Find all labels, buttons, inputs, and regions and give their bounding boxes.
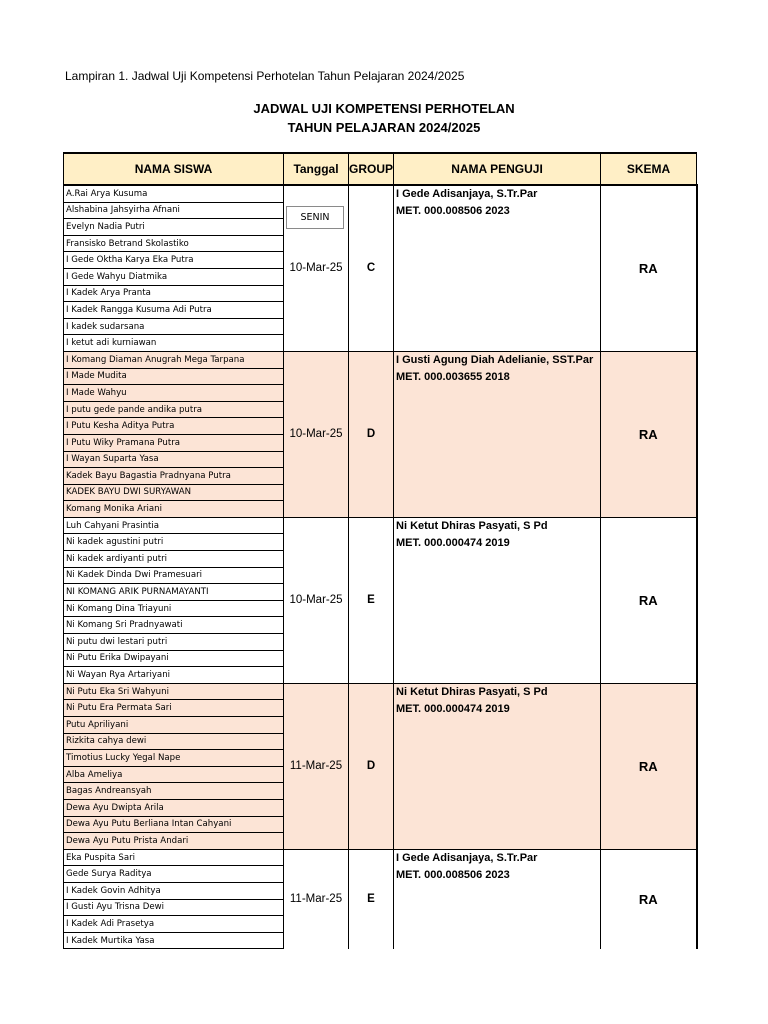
- examiner-met-number: MET. 000.008506 2023: [396, 868, 510, 881]
- student-name-cell: Evelyn Nadia Putri: [64, 219, 284, 236]
- examiner-cell: [394, 185, 601, 351]
- examiner-met-number: MET. 000.008506 2023: [396, 205, 510, 217]
- date-cell: [284, 849, 349, 949]
- student-name-cell: I Gede Oktha Karya Eka Putra: [64, 252, 284, 269]
- student-name-cell: Ni Kadek Dinda Dwi Pramesuari: [64, 567, 284, 584]
- student-name-cell: I Kadek Murtika Yasa: [64, 932, 284, 949]
- examiner-cell: [394, 683, 601, 849]
- student-name-cell: Ni Putu Eka Sri Wahyuni: [64, 683, 284, 700]
- student-name-cell: Ni kadek ardiyanti putri: [64, 551, 284, 568]
- student-name-cell: Ni putu dwi lestari putri: [64, 634, 284, 651]
- examiner-cell: [394, 351, 601, 517]
- date-text: 10-Mar-25: [289, 428, 343, 441]
- examiner-cell: [394, 517, 601, 683]
- student-name-cell: Dewa Ayu Putu Prista Andari: [64, 833, 284, 850]
- examiner-name: I Gede Adisanjaya, S.Tr.Par: [396, 851, 538, 864]
- table-row: [64, 517, 697, 534]
- student-name-cell: I ketut adi kurniawan: [64, 335, 284, 352]
- document-subtitle: TAHUN PELAJARAN 2024/2025: [287, 120, 481, 135]
- student-name-cell: Gede Surya Raditya: [64, 866, 284, 883]
- student-name-cell: Eka Puspita Sari: [64, 849, 284, 866]
- student-name-cell: I Putu Kesha Aditya Putra: [64, 418, 284, 435]
- student-name-cell: I Kadek Rangga Kusuma Adi Putra: [64, 302, 284, 319]
- student-name-cell: Alba Ameliya: [64, 766, 284, 783]
- student-name-cell: Bagas Andreansyah: [64, 783, 284, 800]
- student-name-cell: Kadek Bayu Bagastia Pradnyana Putra: [64, 468, 284, 485]
- schedule-table: [63, 152, 698, 949]
- group-cell: E: [349, 517, 394, 683]
- day-label-box: SENIN: [286, 206, 344, 229]
- examiner-name: Ni Ketut Dhiras Pasyati, S Pd: [396, 685, 548, 698]
- skema-cell: RA: [601, 517, 697, 683]
- student-name-cell: Ni Wayan Rya Artariyani: [64, 667, 284, 684]
- table-row: [64, 849, 697, 866]
- student-name-cell: Luh Cahyani Prasintia: [64, 517, 284, 534]
- examiner-name: I Gusti Agung Diah Adelianie, SST.Par: [396, 353, 594, 366]
- student-name-cell: Dewa Ayu Dwipta Arila: [64, 799, 284, 816]
- date-text: 10-Mar-25: [289, 594, 343, 607]
- student-name-cell: Timotius Lucky Yegal Nape: [64, 750, 284, 767]
- col-header-tanggal: Tanggal: [284, 153, 349, 185]
- student-name-cell: KADEK BAYU DWI SURYAWAN: [64, 484, 284, 501]
- group-cell: D: [349, 683, 394, 849]
- col-header-nama-siswa: NAMA SISWA: [64, 153, 284, 185]
- student-name-cell: I Wayan Suparta Yasa: [64, 451, 284, 468]
- table-row: [64, 683, 697, 700]
- student-name-cell: Ni Komang Sri Pradnyawati: [64, 617, 284, 634]
- examiner-met-number: MET. 000.003655 2018: [396, 370, 510, 383]
- student-name-cell: I Komang Diaman Anugrah Mega Tarpana: [64, 351, 284, 368]
- group-cell: D: [349, 351, 394, 517]
- student-name-cell: Ni Putu Erika Dwipayani: [64, 650, 284, 667]
- document-title: JADWAL UJI KOMPETENSI PERHOTELAN: [253, 101, 515, 116]
- student-name-cell: I Made Mudita: [64, 368, 284, 385]
- student-name-cell: Rizkita cahya dewi: [64, 733, 284, 750]
- examiner-met-number: MET. 000.000474 2019: [396, 536, 510, 549]
- examiner-name: I Gede Adisanjaya, S.Tr.Par: [396, 188, 538, 200]
- student-name-cell: I Putu Wiky Pramana Putra: [64, 434, 284, 451]
- date-cell: [284, 683, 349, 849]
- date-cell: [284, 517, 349, 683]
- student-name-cell: Fransisko Betrand Skolastiko: [64, 235, 284, 252]
- table-row: [64, 185, 697, 202]
- col-header-skema: SKEMA: [601, 153, 697, 185]
- group-cell: C: [349, 185, 394, 351]
- col-header-group: GROUP: [349, 153, 394, 185]
- student-name-cell: Alshabina Jahsyirha Afnani: [64, 202, 284, 219]
- skema-cell: RA: [601, 849, 697, 949]
- examiner-cell: [394, 849, 601, 949]
- student-name-cell: I Kadek Adi Prasetya: [64, 916, 284, 933]
- student-name-cell: Dewa Ayu Putu Berliana Intan Cahyani: [64, 816, 284, 833]
- col-header-nama-penguji: NAMA PENGUJI: [394, 153, 601, 185]
- date-text: 11-Mar-25: [289, 760, 343, 773]
- student-name-cell: Ni Komang Dina Triayuni: [64, 600, 284, 617]
- student-name-cell: I Made Wahyu: [64, 385, 284, 402]
- skema-cell: RA: [601, 185, 697, 351]
- attachment-caption: Lampiran 1. Jadwal Uji Kompetensi Perhotelan Tahun Pelajaran 2024/2025: [65, 69, 465, 83]
- student-name-cell: I putu gede pande andika putra: [64, 401, 284, 418]
- table-row: [64, 351, 697, 368]
- student-name-cell: Ni kadek agustini putri: [64, 534, 284, 551]
- skema-cell: RA: [601, 351, 697, 517]
- skema-cell: RA: [601, 683, 697, 849]
- examiner-met-number: MET. 000.000474 2019: [396, 702, 510, 715]
- student-name-cell: I Kadek Govin Adhitya: [64, 882, 284, 899]
- date-text: 11-Mar-25: [289, 893, 343, 906]
- group-cell: E: [349, 849, 394, 949]
- student-name-cell: I Kadek Arya Pranta: [64, 285, 284, 302]
- table-header-row: [64, 153, 697, 185]
- date-cell: [284, 185, 349, 351]
- date-text: 10-Mar-25: [289, 262, 343, 275]
- student-name-cell: A.Rai Arya Kusuma: [64, 185, 284, 202]
- student-name-cell: Komang Monika Ariani: [64, 501, 284, 518]
- date-cell: [284, 351, 349, 517]
- student-name-cell: NI KOMANG ARIK PURNAMAYANTI: [64, 584, 284, 601]
- student-name-cell: I Gede Wahyu Diatmika: [64, 268, 284, 285]
- schedule-body: [64, 185, 697, 949]
- student-name-cell: I kadek sudarsana: [64, 318, 284, 335]
- student-name-cell: Ni Putu Era Permata Sari: [64, 700, 284, 717]
- examiner-name: Ni Ketut Dhiras Pasyati, S Pd: [396, 519, 548, 532]
- student-name-cell: Putu Apriliyani: [64, 717, 284, 734]
- student-name-cell: I Gusti Ayu Trisna Dewi: [64, 899, 284, 916]
